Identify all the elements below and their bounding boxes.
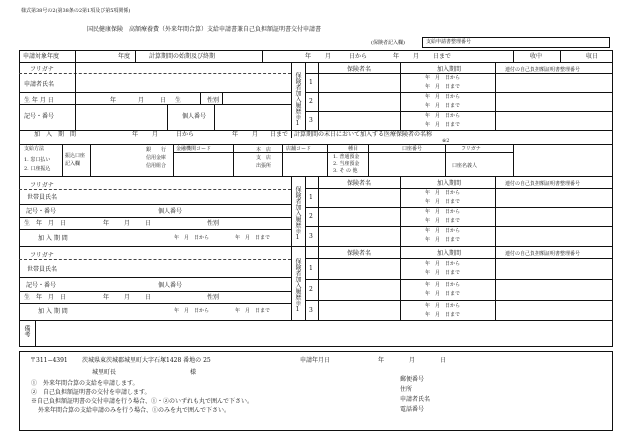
row-number: 1 [309, 79, 313, 86]
member2-furigana: フリガナ [30, 252, 54, 259]
member1-m: 月 [124, 220, 131, 227]
member2-sex-label: 性別 [207, 294, 220, 301]
divider [19, 104, 291, 105]
account-type-1[interactable]: 1. 普通預金 [333, 154, 360, 160]
row-number: 3 [309, 307, 313, 314]
divider [400, 176, 401, 246]
join-from: 日から [176, 131, 195, 138]
dob-year: 年 [110, 97, 117, 104]
divider [513, 50, 514, 62]
address-label: 住所 [400, 386, 413, 393]
store-code-label: 店舗コード [286, 146, 312, 152]
member1-number-header: 連付の自己負担額証明書整理番号 [505, 181, 581, 187]
member1-personal-label: 個人番号 [158, 208, 183, 215]
member2-symbol-label: 記号・番号 [26, 282, 57, 289]
history-vertical-label: 保険者加入履歴※1 [294, 72, 301, 127]
phone-label: 電話番号 [400, 406, 425, 413]
period-to: 年 月 日まで [425, 122, 461, 128]
bank-label: 銀 行 [146, 147, 167, 153]
divider [262, 50, 263, 62]
divider [19, 73, 291, 74]
account-number-label: 口座番号 [402, 146, 423, 152]
member1-name-label: 世帯員氏名 [27, 194, 58, 201]
divider [90, 144, 91, 176]
divider [560, 50, 561, 62]
dob-month: 月 [138, 97, 145, 104]
period-from: 年 月 日から [425, 209, 461, 215]
join-to: 日まで [270, 131, 289, 138]
divider [327, 144, 328, 176]
divider [214, 104, 215, 130]
row-number: 2 [309, 213, 313, 220]
divider [305, 92, 613, 93]
member1-symbol-label: 記号・番号 [26, 208, 57, 215]
bank-code-label: 金融機関コード [176, 146, 212, 152]
period-to: 年 月 日まで [425, 270, 461, 276]
row-number: 3 [309, 117, 313, 124]
furigana-label: フリガナ [30, 66, 54, 73]
divider [305, 258, 613, 259]
member2-dob-label: 生 年 月 日 [24, 294, 67, 301]
divider [19, 62, 613, 63]
row-number: 1 [309, 194, 313, 201]
member1-period-header: 加入期間 [437, 180, 462, 187]
symbol-label: 記号・番号 [24, 113, 55, 120]
period-to: 年 月 日まで [425, 312, 461, 318]
applicant-name-label: 申請者氏名 [24, 81, 55, 88]
form-title: 国民健康保険 高額療養費（外来年間合算）支給申請書兼自己負担額証明書交付申請書 [87, 26, 322, 33]
period-from: 年 月 日から [425, 303, 461, 309]
divider [318, 176, 319, 246]
payment-option-2[interactable]: 2. 口座振込 [24, 166, 51, 172]
branch2-label: 支 店 [256, 155, 272, 161]
period-to: 年 月 日まで [425, 199, 461, 205]
apply-year: 年 [378, 357, 385, 364]
member2-y: 年 [103, 294, 110, 301]
kumiai-label: 信用組合 [146, 163, 167, 169]
payment-option-1[interactable]: 1. 窓口払い [24, 157, 51, 163]
number-header: 連付の自己負担額証明書整理番号 [505, 67, 581, 73]
period-from: 年 月 日から [425, 261, 461, 267]
from-year: 年 [305, 53, 312, 60]
mayor-label: 城里町長 [92, 369, 117, 376]
divider [291, 62, 292, 138]
dob-label: 生 年 月 日 [24, 97, 54, 104]
honorific: 様 [190, 369, 197, 376]
remarks-field[interactable] [35, 320, 613, 347]
insurer-entry-note: (保険者記入欄) [371, 40, 405, 46]
member2-period-header: 加入期間 [437, 250, 462, 257]
period-to: 年 月 日まで [425, 84, 461, 90]
divider [173, 152, 513, 153]
target-year-label: 申請対象年度 [23, 53, 60, 60]
note-2: ② 自己負担額証明書の交付を申請します。 [31, 389, 151, 396]
apply-date-label: 申請年月日 [300, 357, 331, 364]
cert-number-label: 支給申請書整理番号 [426, 39, 472, 45]
divider [445, 144, 446, 176]
divider [200, 92, 201, 104]
divider [19, 92, 291, 93]
divider [19, 204, 291, 205]
divider [19, 189, 291, 190]
sex-label: 性別 [207, 97, 220, 104]
account-type-3[interactable]: 3. そ の 他 [333, 168, 358, 174]
remarks-label: 備考 [23, 325, 30, 337]
divider [305, 226, 613, 227]
member2-number-header: 連付の自己負担額証明書整理番号 [505, 251, 581, 257]
period-from: 年 月 日から [425, 75, 461, 81]
dob-birth: 生 [175, 97, 182, 104]
from-day: 日から [349, 53, 368, 60]
personal-number-label: 個人番号 [182, 113, 207, 120]
member1-to: 年 月 日まで [235, 235, 271, 241]
divider [305, 111, 613, 112]
divider [291, 246, 292, 320]
period-from: 年 月 日から [425, 282, 461, 288]
member1-insurer-header: 保険者名 [347, 180, 372, 187]
divider [135, 50, 136, 62]
period-from: 年 月 日から [425, 190, 461, 196]
join-to-year: 年 [232, 131, 239, 138]
member1-join-label: 加 入 期 間 [38, 235, 68, 242]
zip-label: 郵便番号 [400, 376, 425, 383]
divider [305, 188, 613, 189]
calc-period-label: 計算期間の始期及び終期 [149, 53, 216, 60]
row-number: 3 [309, 233, 313, 240]
divider [19, 144, 613, 145]
member2-m: 月 [124, 294, 131, 301]
divider [19, 246, 613, 247]
divider [173, 144, 174, 176]
divider [305, 279, 613, 280]
period-to: 年 月 日まで [425, 237, 461, 243]
member2-d: 日 [145, 294, 152, 301]
branch3-label: 出張所 [256, 163, 272, 169]
to-month: 月 [413, 53, 420, 60]
divider [19, 229, 291, 230]
from-month: 月 [325, 53, 332, 60]
divider [305, 73, 613, 74]
divider [19, 176, 613, 177]
member1-furigana: フリガナ [30, 182, 54, 189]
join-year: 年 [132, 131, 139, 138]
dob-day: 日 [160, 97, 167, 104]
row-number: 1 [309, 265, 313, 272]
date-mark: 収日 [586, 53, 599, 60]
end-insurer-note: 計算期間の末日において加入する医療保険者の名称 [294, 131, 433, 138]
apply-day: 日 [440, 357, 447, 364]
office-address: 茨城県東茨城郡城里町大字石塚1428 番地の 25 [82, 357, 211, 364]
period-from: 年 月 日から [425, 113, 461, 119]
note-mark: ※2 [442, 138, 450, 144]
divider [19, 217, 291, 218]
divider [19, 259, 291, 260]
member2-join-label: 加 入 期 間 [38, 308, 68, 315]
member2-insurer-header: 保険者名 [347, 250, 372, 257]
to-day: 日まで [433, 53, 452, 60]
payment-method-label: 支給方法 [24, 146, 45, 152]
divider [19, 291, 291, 292]
member2-history-vertical: 保険者加入履歴※1 [294, 258, 301, 313]
note-4: 外来年間合算の支給申請のみを行う場合、①のみを丸で囲んで下さい。 [38, 407, 231, 414]
branch-label: 本 店 [256, 147, 272, 153]
member1-y: 年 [103, 220, 110, 227]
form-number: 様式第38号の2(第38条の2第1項及び第5項関係) [21, 8, 131, 14]
divider [305, 176, 306, 246]
account-type-label: 種目 [348, 146, 359, 152]
join-period-label: 加 入 期 間 [34, 131, 77, 138]
divider [305, 300, 613, 301]
divider [19, 277, 291, 278]
applicant-name-footer: 申請者氏名 [400, 396, 431, 403]
divider [75, 50, 76, 62]
member1-d: 日 [145, 220, 152, 227]
member1-dob-label: 生 年 月 日 [24, 220, 67, 227]
divider [495, 176, 496, 246]
period-to: 年 月 日まで [425, 103, 461, 109]
period-to: 年 月 日まで [425, 291, 461, 297]
divider [305, 207, 613, 208]
shinkin-label: 信用金庫 [146, 155, 167, 161]
divider [233, 144, 234, 176]
divider [19, 303, 291, 304]
member1-sex-label: 性別 [207, 220, 220, 227]
member1-from: 年 月 日から [174, 235, 210, 241]
divider [282, 144, 283, 176]
period-from: 年 月 日から [425, 94, 461, 100]
divider [222, 92, 223, 104]
divider [291, 176, 292, 246]
note-3: ※自己負担額証明書の交付申請を行う場合、①・②のいずれも丸で囲んで下さい。 [31, 398, 254, 405]
receipt-mark: 收中 [530, 53, 543, 60]
entry-label: 記入欄 [65, 161, 81, 167]
account-type-2[interactable]: 2. 当座預金 [333, 161, 360, 167]
period-from: 年 月 日から [425, 228, 461, 234]
divider [75, 62, 76, 130]
join-to-month: 月 [252, 131, 259, 138]
period-header: 加入期間 [437, 66, 462, 73]
divider [513, 144, 514, 176]
member2-personal-label: 個人番号 [158, 282, 183, 289]
account-label: 振込口座 [65, 153, 86, 159]
holder-furigana-label: フリガナ [461, 146, 481, 152]
divider [167, 104, 168, 130]
holder-label: 口座名義人 [452, 163, 478, 169]
note-1: ① 外来年間合算の支給を申請します。 [31, 380, 139, 387]
insurer-header: 保険者名 [347, 66, 372, 73]
divider [62, 144, 63, 176]
member2-name-label: 世帯員氏名 [27, 266, 58, 273]
to-year: 年 [393, 53, 400, 60]
divider [368, 144, 369, 176]
member2-to: 年 月 日まで [235, 308, 271, 314]
member2-from: 年 月 日から [174, 308, 210, 314]
period-to: 年 月 日まで [425, 218, 461, 224]
row-number: 2 [309, 286, 313, 293]
apply-month: 月 [409, 357, 416, 364]
join-month: 月 [152, 131, 159, 138]
postal-code: 〒311−4391 [30, 357, 68, 364]
member1-history-vertical: 保険者加入履歴※1 [294, 186, 301, 241]
row-number: 2 [309, 98, 313, 105]
nendo: 年度 [118, 53, 131, 60]
